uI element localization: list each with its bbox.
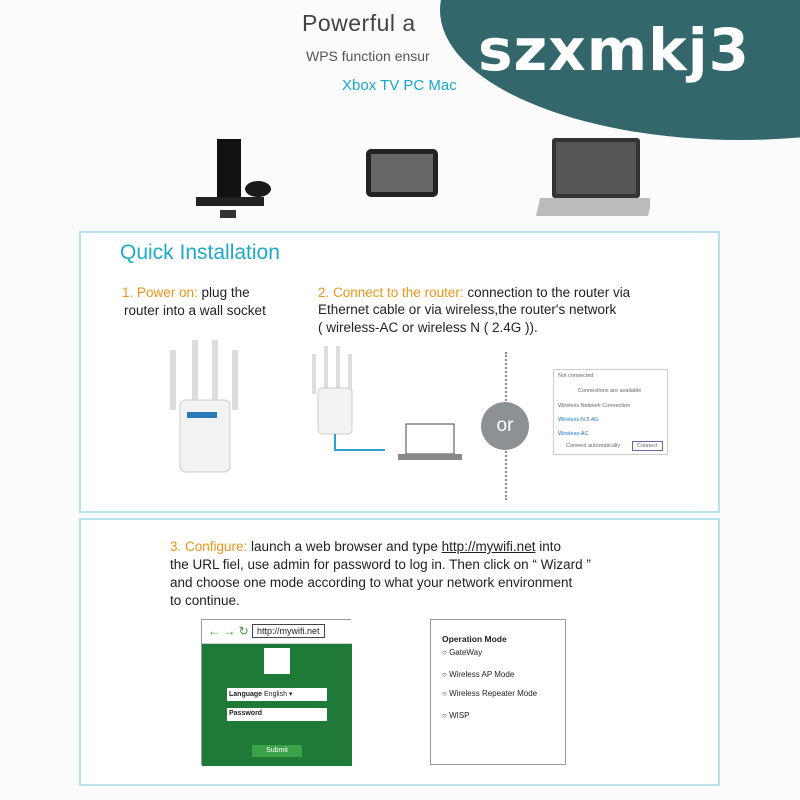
mode-label-wisp: WISP [449,711,470,720]
step1-body: plug the [197,285,250,300]
wifi-network-ac[interactable]: Wireless-AC [558,431,589,437]
step2-head: 2. Connect to the router: [318,285,464,300]
tablet-icon [366,149,438,197]
configure-url[interactable]: http://mywifi.net [441,539,536,554]
hero-title: Powerful a [302,10,416,36]
step1-text [122,284,250,302]
operation-mode-panel [430,619,566,765]
browser-mock [201,619,351,765]
wifi-connect-button[interactable]: Connect [632,441,663,451]
wifi-auto-connect[interactable]: Connect automatically [566,443,621,449]
language-value: English [264,691,287,698]
router-illustration [140,340,480,480]
step2-text [318,284,630,302]
avatar-icon [264,648,290,674]
hero-devices: Xbox TV PC Mac [342,77,457,94]
step2-body: connection to the router via [463,285,631,300]
language-select[interactable]: Language English ▾ [227,688,327,701]
quick-install-title: Quick Installation [120,241,280,264]
mode-option[interactable]: ○ WISP [442,711,470,720]
mode-option[interactable]: ○ GateWay [442,648,483,657]
router-small-icon [312,346,462,460]
configure-line4: to continue. [170,593,240,608]
operation-mode-title: Operation Mode [442,634,507,644]
browser-toolbar [202,620,352,644]
configure-body: launch a web browser and type [247,539,442,554]
password-field[interactable]: Password [227,708,327,721]
wifi-section: Wireless Network Connection [558,403,631,409]
language-label: Language [229,691,263,698]
configure-head: 3. Configure: [170,539,248,554]
mode-option[interactable]: ○ Wireless Repeater Mode [442,689,538,698]
wifi-available: Connections are available [578,388,642,394]
hero-subtitle: WPS function ensur [306,48,430,64]
wifi-connection-panel [553,369,668,455]
configure-line3: and choose one mode according to what your network environment [170,575,573,590]
wifi-network-n[interactable]: Wireless-N 2.4G [558,417,599,423]
submit-button[interactable]: Submit [252,745,302,757]
step1-text-line2: router into a wall socket [124,303,266,318]
or-badge: or [481,402,529,450]
mode-label-repeater: Wireless Repeater Mode [449,689,538,698]
step1-head: 1. Power on: [122,285,198,300]
xbox-icon [196,139,271,218]
mode-label-ap: Wireless AP Mode [449,670,515,679]
login-area [202,644,352,766]
mode-option[interactable]: ○ Wireless AP Mode [442,670,515,679]
configure-line2: the URL fiel, use admin for password to log in. Then click on “ Wizard ” [170,557,591,572]
configure-line1 [170,538,561,556]
watermark-text: szxmkj3 [478,16,750,84]
configure-body-b: into [535,539,561,554]
browser-url[interactable]: http://mywifi.net [252,624,325,638]
router-large-icon [170,340,238,472]
step2-text-line3: ( wireless-AC or wireless N ( 2.4G )). [318,320,538,335]
wifi-status: Not connected [558,373,594,379]
nav-arrows-icon[interactable]: ← → ↻ [208,624,249,638]
laptop-icon [536,138,650,216]
mode-label-gateway: GateWay [449,648,483,657]
device-illustrations [190,130,650,220]
step2-text-line2: Ethernet cable or via wireless,the router's network [318,302,617,317]
